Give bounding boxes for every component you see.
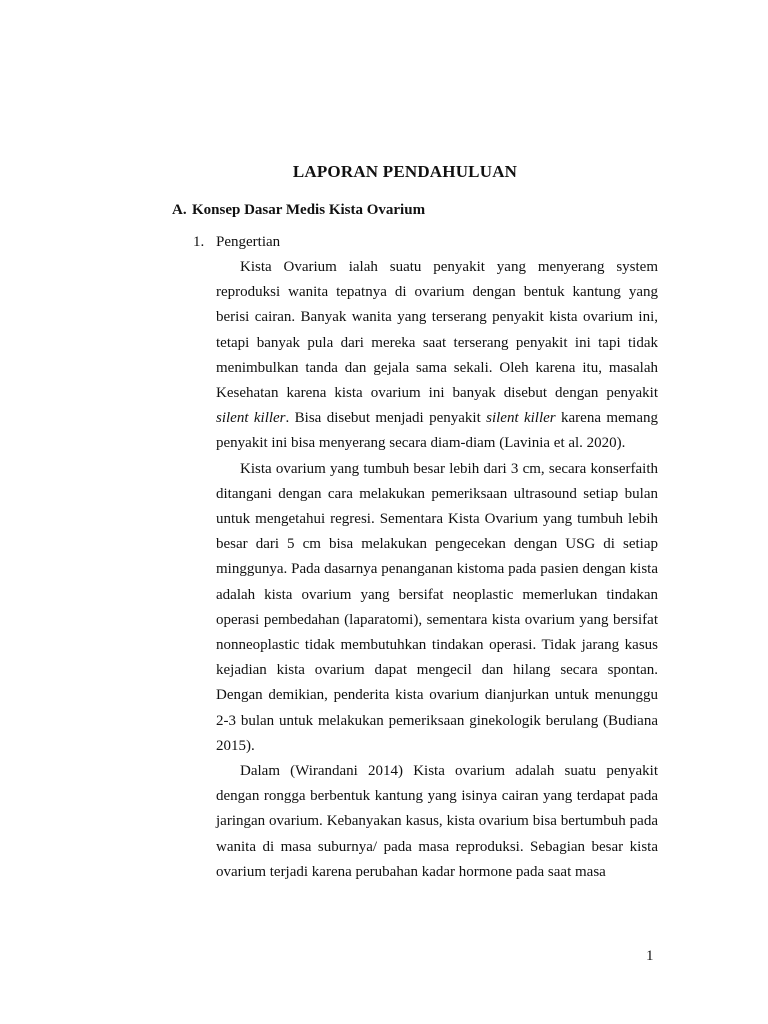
subsection-heading — [193, 234, 280, 251]
section-heading-text: Konsep Dasar Medis Kista Ovarium — [192, 202, 426, 218]
body-text — [216, 255, 658, 885]
page-number: 1 — [646, 948, 654, 964]
document-title: LAPORAN PENDAHULUAN — [292, 162, 518, 181]
subsection-heading-text: Pengertian — [216, 234, 281, 250]
section-letter: A. — [172, 202, 187, 218]
paragraph-1-text-b: . Bisa disebut menjadi penyakit — [285, 410, 487, 427]
paragraph-3: Dalam (Wirandani 2014) Kista ovarium adalah suatu penyakit dengan rongga berbentuk kantung yang isinya cairan yang terdapat pada jaringan ovarium. Kebanyakan kasus, kista ovarium bisa bertumbuh pada wanita di masa suburnya/ pada masa reproduksi. Sebagian besar kista ovarium terjadi karena perubahan kadar hormone pada saat masa — [216, 763, 658, 880]
paragraph-1-text-c: karena memang penyakit ini bisa menyerang secara diam-diam (Lavinia et al. 2020). — [216, 410, 659, 452]
subsection-number: 1. — [193, 234, 205, 250]
paragraph-1-italic-term: silent killer — [216, 410, 286, 427]
paragraph-1-text-a: Kista Ovarium ialah suatu penyakit yang menyerang system reproduksi wanita tepatnya di ovarium dengan bentuk kantung yang berisi cairan. Banyak wanita yang terserang penyakit kista ovarium ini, tetapi banyak pula dari mereka saat terserang penyakit ini tapi tidak menimbulkan tanda dan gejala sama sekali. Oleh karena itu, masalah Kesehatan karena kista ovarium ini banyak disebut dengan penyakit — [216, 259, 658, 402]
paragraph-1-italic-term-2: silent killer — [486, 410, 556, 427]
section-heading — [172, 202, 425, 219]
paragraph-2: Kista ovarium yang tumbuh besar lebih dari 3 cm, secara konserfaith ditangani dengan cara melakukan pemeriksaan ultrasound setiap bulan untuk mengetahui regresi. Sementara Kista Ovarium yang tumbuh lebih besar dari 5 cm bisa melakukan pengecekan dengan USG di setiap minggunya. Pada dasarnya penanganan kistoma pada pasien dengan kista adalah kista ovarium yang bersifat neoplastic memerlukan tindakan operasi pembedahan (laparatomi), sementara kista ovarium yang bersifat nonneoplastic tidak membutuhkan tindakan operasi. Tidak jarang kasus kejadian kista ovarium dapat mengecil dan hilang secara spontan. Dengan demikian, penderita kista ovarium dianjurkan untuk menunggu 2-3 bulan untuk melakukan pemeriksaan ginekologik berulang (Budiana 2015). — [216, 460, 658, 754]
paragraph-1 — [216, 255, 658, 457]
